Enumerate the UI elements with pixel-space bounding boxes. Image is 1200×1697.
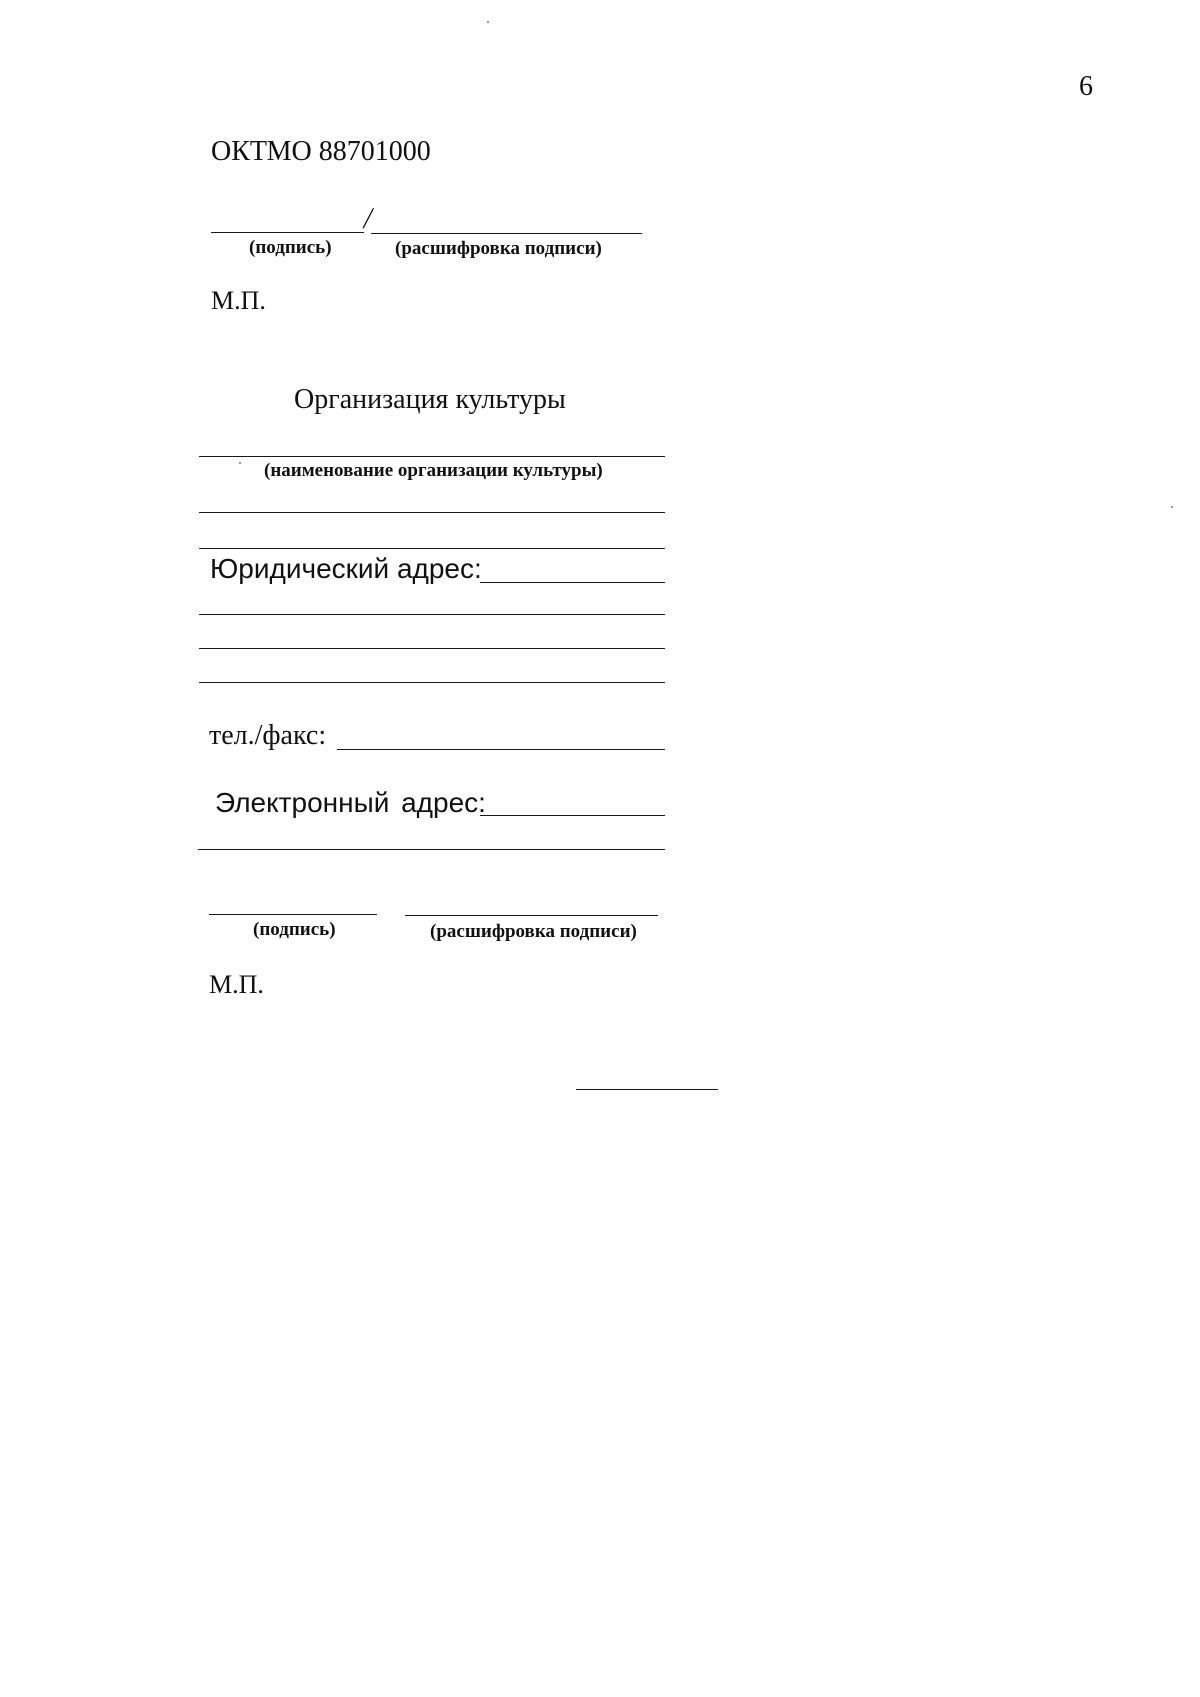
scan-speck <box>1171 506 1173 508</box>
organization-name-caption: (наименование организации культуры) <box>264 460 603 481</box>
signature-caption: (подпись) <box>253 919 336 940</box>
scan-speck <box>487 21 489 23</box>
signature-decode-caption: (расшифровка подписи) <box>430 921 637 942</box>
signature-blank-line <box>211 232 364 233</box>
legal-address-continuation-line <box>199 648 665 649</box>
signature-decode-caption: (расшифровка подписи) <box>395 238 602 259</box>
scan-speck <box>239 462 241 464</box>
legal-address-continuation-line <box>199 614 665 615</box>
signature-caption: (подпись) <box>249 237 332 258</box>
stamp-place-label: М.П. <box>211 286 266 315</box>
document-end-line <box>576 1089 718 1090</box>
phone-fax-label: тел./факс: <box>209 720 327 751</box>
page-number: 6 <box>1079 71 1093 102</box>
email-address-label: Электронный адрес: <box>215 787 486 818</box>
organization-name-continuation-line <box>199 548 665 549</box>
legal-address-blank-line <box>480 582 665 583</box>
email-address-continuation-line <box>198 849 665 850</box>
email-address-blank-line <box>480 815 665 816</box>
organization-section-title: Организация культуры <box>294 384 566 415</box>
legal-address-label: Юридический адрес: <box>210 553 482 584</box>
signature-decode-blank-line <box>371 233 642 234</box>
organization-name-blank-line <box>199 456 665 457</box>
legal-address-continuation-line <box>199 682 665 683</box>
signature-blank-line <box>209 914 377 915</box>
stamp-place-label: М.П. <box>209 970 264 999</box>
signature-decode-blank-line <box>405 915 658 916</box>
phone-fax-blank-line <box>337 749 665 750</box>
signature-separator: / <box>361 202 376 235</box>
organization-name-continuation-line <box>199 512 665 513</box>
oktmo-code: ОКТМО 88701000 <box>211 136 431 167</box>
